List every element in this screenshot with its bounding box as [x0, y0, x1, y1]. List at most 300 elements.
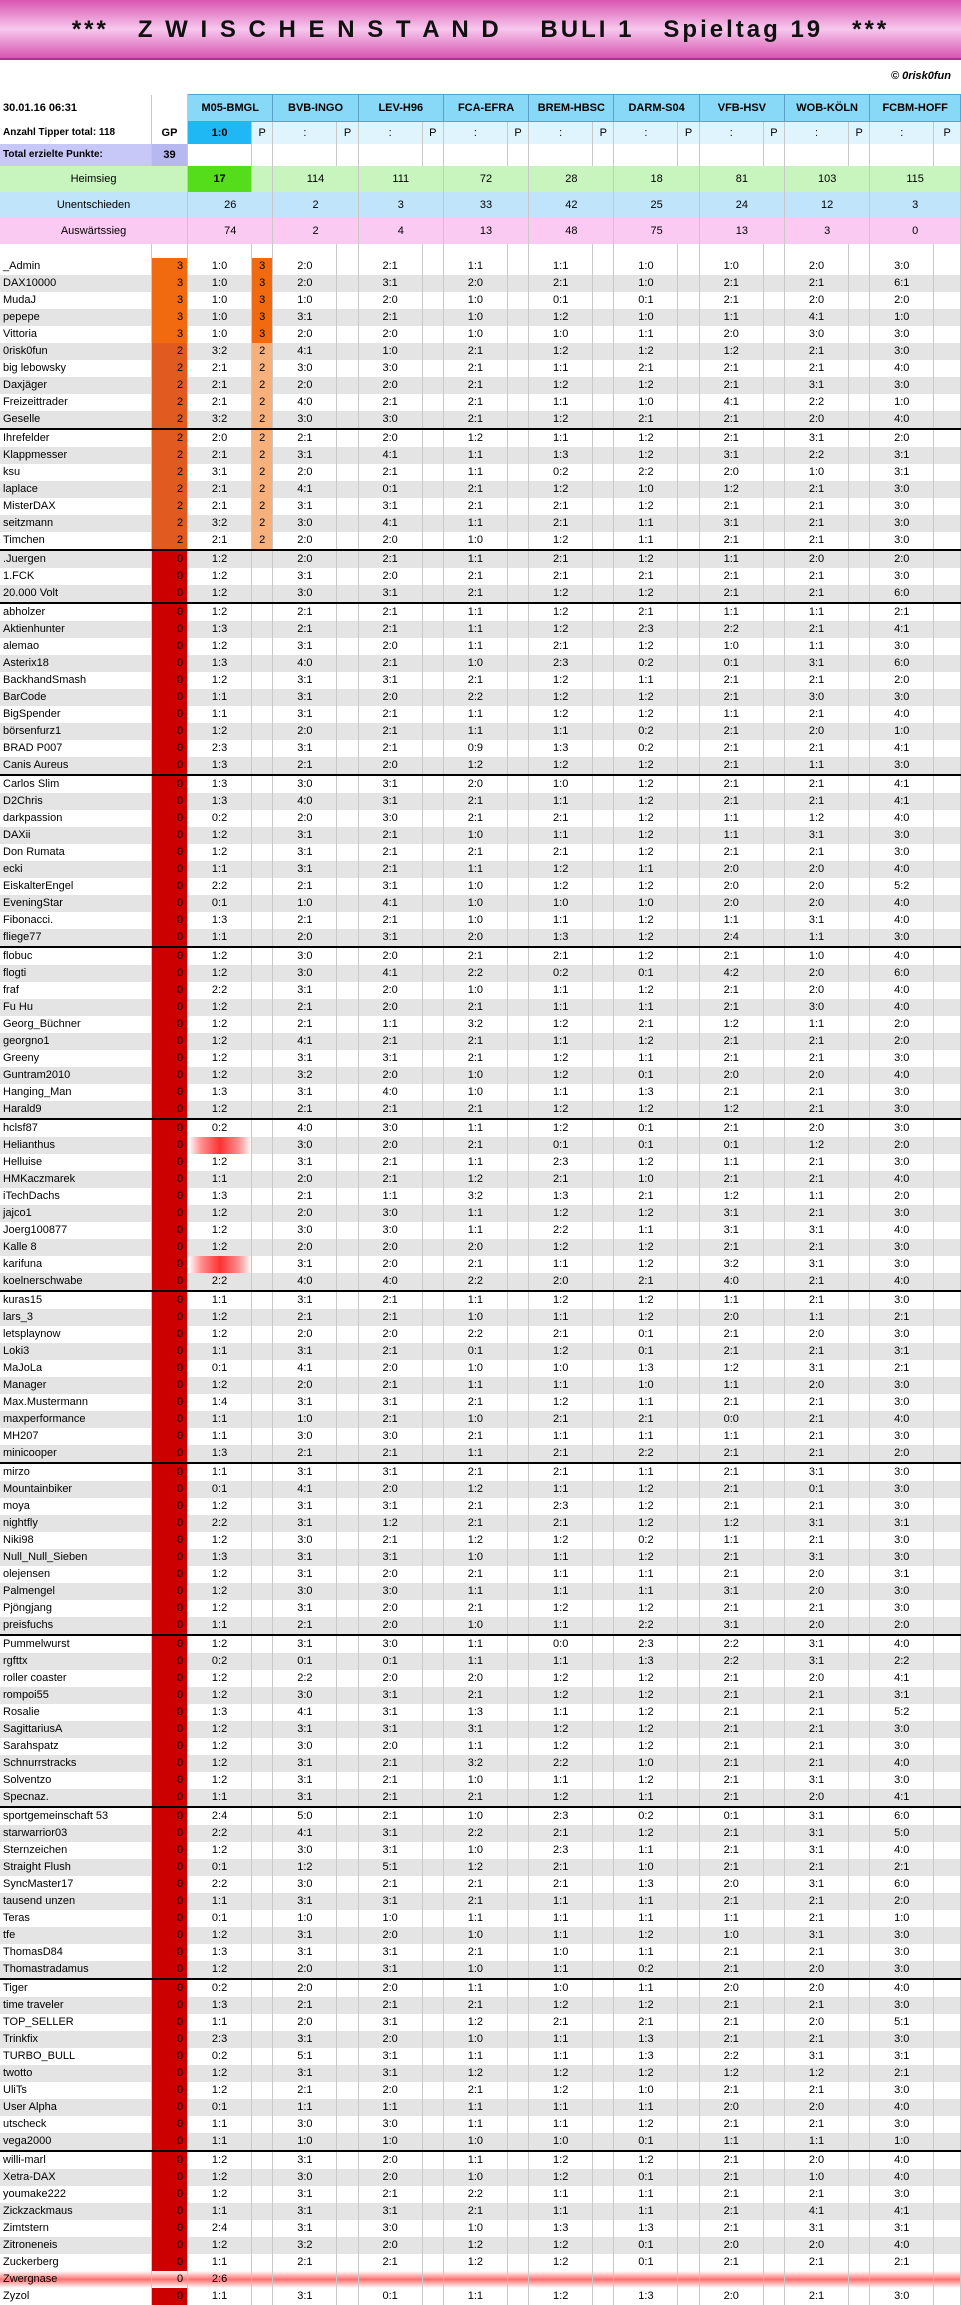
player-tip: 3:0: [870, 258, 934, 275]
player-points: [337, 1515, 358, 1532]
player-tip: 3:1: [358, 1463, 422, 1481]
player-points: [848, 757, 869, 775]
player-gp: 0: [151, 844, 187, 861]
player-name: alemao: [0, 638, 151, 655]
player-points: [422, 1137, 443, 1154]
player-tip: 1:1: [614, 515, 678, 532]
player-points: [763, 1188, 784, 1205]
tipp-table: [0, 94, 961, 2305]
player-points: [337, 1428, 358, 1445]
stat-value: 4: [358, 218, 443, 244]
player-points: [507, 1256, 528, 1273]
empty-cell: [337, 144, 358, 166]
player-tip: 3:0: [358, 1205, 422, 1222]
table-row: [0, 965, 961, 982]
player-points: [763, 309, 784, 326]
player-tip: 2:2: [188, 878, 252, 895]
player-tip: 2:0: [358, 568, 422, 585]
player-points: [337, 1910, 358, 1927]
player-points: [252, 1343, 273, 1360]
match-result: :: [273, 122, 337, 145]
player-points: [848, 844, 869, 861]
player-tip: 4:1: [870, 775, 934, 793]
player-points: [337, 585, 358, 603]
player-points: [507, 1789, 528, 1807]
player-tip: 2:1: [870, 603, 934, 621]
table-row: [0, 2169, 961, 2186]
player-points: [507, 568, 528, 585]
player-points: [593, 740, 614, 757]
player-points: [678, 2186, 699, 2203]
player-points: [678, 1377, 699, 1394]
player-tip: 2:2: [699, 621, 763, 638]
table-row: [0, 1050, 961, 1067]
player-points: [678, 723, 699, 740]
player-tip: 1:2: [188, 1670, 252, 1687]
player-tip: 1:1: [188, 1171, 252, 1188]
player-tip: 2:0: [785, 258, 849, 275]
player-tip: 1:0: [443, 1411, 507, 1428]
player-tip: 2:1: [273, 1309, 337, 1326]
player-name: kuras15: [0, 1291, 151, 1309]
player-points: [678, 2237, 699, 2254]
match-result: :: [443, 122, 507, 145]
player-tip: 1:1: [443, 2151, 507, 2169]
player-points: [848, 723, 869, 740]
table-row: [0, 1670, 961, 1687]
player-tip: 1:3: [188, 1944, 252, 1961]
player-points: [763, 326, 784, 343]
player-name: Sarahspatz: [0, 1738, 151, 1755]
player-points: [252, 1326, 273, 1343]
player-tip: 4:0: [870, 895, 934, 912]
player-points: [252, 1859, 273, 1876]
player-tip: 1:1: [443, 1205, 507, 1222]
player-tip: 2:1: [273, 1617, 337, 1635]
player-points: [593, 1360, 614, 1377]
player-points: [678, 1549, 699, 1566]
player-points: [593, 1910, 614, 1927]
player-tip: 1:2: [529, 1291, 593, 1309]
player-points: [848, 1411, 869, 1428]
player-points: [593, 965, 614, 982]
player-tip: 1:2: [443, 2237, 507, 2254]
player-tip: 1:2: [188, 1566, 252, 1583]
player-points: [763, 672, 784, 689]
player-tip: 1:1: [188, 2014, 252, 2031]
player-tip: 1:2: [614, 1515, 678, 1532]
table-row: [0, 1566, 961, 1583]
stat-value: 103: [785, 166, 870, 192]
player-points: [593, 1411, 614, 1428]
player-tip: 5:2: [870, 878, 934, 895]
player-tip: 3:0: [273, 1222, 337, 1239]
player-tip: 3:0: [273, 775, 337, 793]
player-gp: 0: [151, 1291, 187, 1309]
player-points: [934, 672, 961, 689]
player-points: [763, 912, 784, 929]
player-points: [763, 550, 784, 568]
header-datetime: 30.01.16 06:31: [0, 95, 151, 122]
player-points: [678, 2220, 699, 2237]
player-points: [507, 621, 528, 638]
player-tip: 2:1: [273, 603, 337, 621]
player-tip: 1:2: [614, 1927, 678, 1944]
player-tip: 2:1: [785, 481, 849, 498]
player-points: [422, 2220, 443, 2237]
player-tip: 2:1: [443, 999, 507, 1016]
player-tip: 0:1: [358, 2288, 422, 2305]
player-points: [507, 1481, 528, 1498]
player-gp: 0: [151, 1481, 187, 1498]
player-tip: 2:1: [358, 655, 422, 672]
player-tip: 2:0: [358, 1137, 422, 1154]
player-tip: 1:2: [529, 1532, 593, 1549]
player-points: [763, 965, 784, 982]
player-tip: 1:2: [443, 1532, 507, 1549]
player-tip: 1:1: [529, 258, 593, 275]
player-tip: 3:1: [699, 1205, 763, 1222]
player-tip: 1:2: [188, 1377, 252, 1394]
player-points: [763, 689, 784, 706]
player-gp: 2: [151, 343, 187, 360]
player-points: [593, 275, 614, 292]
player-points: [763, 1067, 784, 1084]
player-tip: 2:1: [358, 844, 422, 861]
player-points: [763, 343, 784, 360]
player-tip: 1:2: [614, 1154, 678, 1171]
player-points: [507, 929, 528, 947]
player-name: georgno1: [0, 1033, 151, 1050]
player-points: [678, 1789, 699, 1807]
player-points: [507, 2031, 528, 2048]
player-tip: 1:2: [529, 2237, 593, 2254]
player-points: [934, 603, 961, 621]
player-points: [934, 2133, 961, 2151]
player-points: [507, 1067, 528, 1084]
player-tip: 2:4: [188, 2220, 252, 2237]
player-tip: 1:1: [785, 603, 849, 621]
player-tip: 4:0: [870, 706, 934, 723]
player-tip: 3:0: [870, 1291, 934, 1309]
table-row: [0, 947, 961, 965]
player-points: [848, 1360, 869, 1377]
player-points: [848, 2031, 869, 2048]
player-tip: 1:2: [614, 757, 678, 775]
player-points: [337, 411, 358, 429]
player-tip: 1:2: [614, 1738, 678, 1755]
player-tip: 1:3: [188, 793, 252, 810]
player-tip: 3:1: [273, 2203, 337, 2220]
player-tip: 1:3: [614, 2220, 678, 2237]
stat-value: 2: [273, 218, 358, 244]
player-tip: 4:1: [785, 309, 849, 326]
player-points: [252, 1927, 273, 1944]
player-points: [422, 2271, 443, 2288]
table-row: [0, 1154, 961, 1171]
player-points: [252, 1807, 273, 1825]
player-tip: 1:0: [614, 481, 678, 498]
player-points: [252, 1670, 273, 1687]
player-points: [422, 2237, 443, 2254]
player-points: [252, 585, 273, 603]
player-tip: 1:0: [188, 258, 252, 275]
player-tip: 1:2: [188, 585, 252, 603]
player-points: [507, 810, 528, 827]
player-points: [593, 1515, 614, 1532]
player-tip: 3:0: [273, 1687, 337, 1704]
player-points: [848, 1859, 869, 1876]
player-points: [593, 309, 614, 326]
player-points: [422, 1600, 443, 1617]
table-row: [0, 1273, 961, 1291]
player-tip: 2:0: [699, 1979, 763, 1997]
player-tip: 0:2: [188, 1653, 252, 1670]
player-points: [934, 515, 961, 532]
player-tip: 1:0: [443, 1807, 507, 1825]
player-points: [422, 2048, 443, 2065]
player-tip: 2:1: [529, 1411, 593, 1428]
player-tip: 3:0: [358, 1119, 422, 1137]
player-tip: 1:1: [529, 1927, 593, 1944]
player-tip: 1:1: [443, 638, 507, 655]
player-tip: 1:0: [443, 532, 507, 550]
player-tip: 4:0: [870, 810, 934, 827]
player-points: [678, 2065, 699, 2082]
player-points: [337, 878, 358, 895]
stat-value: 2: [273, 192, 358, 218]
player-points: [678, 947, 699, 965]
player-points: [763, 1617, 784, 1635]
table-row: [0, 464, 961, 481]
player-tip: 1:2: [614, 1309, 678, 1326]
player-tip: 2:1: [785, 1084, 849, 1101]
player-tip: 1:1: [529, 1704, 593, 1721]
player-name: youmake222: [0, 2186, 151, 2203]
player-points: [252, 1309, 273, 1326]
player-points: [678, 377, 699, 394]
player-tip: 1:2: [614, 1997, 678, 2014]
player-points: [252, 844, 273, 861]
player-points: [422, 1789, 443, 1807]
player-tip: 3:1: [699, 1617, 763, 1635]
player-tip: 2:1: [614, 1411, 678, 1428]
player-points: [678, 2082, 699, 2099]
player-tip: 2:1: [443, 2082, 507, 2099]
player-points: [593, 1979, 614, 1997]
player-tip: 1:2: [614, 1498, 678, 1515]
player-points: [848, 1291, 869, 1309]
player-tip: 1:2: [529, 1738, 593, 1755]
player-tip: 4:0: [870, 999, 934, 1016]
player-tip: 4:0: [870, 947, 934, 965]
player-points: [848, 1154, 869, 1171]
player-tip: 1:1: [529, 394, 593, 411]
player-tip: 1:0: [358, 1910, 422, 1927]
player-tip: 0:1: [699, 1807, 763, 1825]
table-row: [0, 411, 961, 429]
player-tip: 3:0: [870, 1549, 934, 1566]
player-tip: 1:1: [443, 1445, 507, 1463]
player-points: [934, 1893, 961, 1910]
table-row: [0, 550, 961, 568]
player-points: [848, 1893, 869, 1910]
player-gp: 0: [151, 2031, 187, 2048]
player-points: [848, 1137, 869, 1154]
player-tip: 2:4: [699, 929, 763, 947]
player-points: [337, 1927, 358, 1944]
player-points: [593, 672, 614, 689]
player-tip: 2:1: [443, 1515, 507, 1532]
player-tip: 2:2: [699, 1635, 763, 1653]
player-name: Zuckerberg: [0, 2254, 151, 2271]
player-tip: 2:1: [529, 498, 593, 515]
table-row: [0, 1326, 961, 1343]
player-points: [763, 2014, 784, 2031]
player-tip: 3:1: [273, 1498, 337, 1515]
player-tip: 0:1: [614, 292, 678, 309]
player-points: [934, 532, 961, 550]
table-row: [0, 585, 961, 603]
player-tip: 1:0: [614, 895, 678, 912]
player-points: [507, 1944, 528, 1961]
player-points: [678, 585, 699, 603]
player-tip: 1:2: [614, 1687, 678, 1704]
player-tip: 2:0: [273, 326, 337, 343]
player-points: [593, 447, 614, 464]
player-points: [507, 1498, 528, 1515]
player-points: [934, 999, 961, 1016]
player-points: [422, 1893, 443, 1910]
player-points: [507, 2065, 528, 2082]
player-tip: 3:0: [870, 1377, 934, 1394]
player-points: [763, 1893, 784, 1910]
player-tip: 0:0: [699, 1411, 763, 1428]
player-name: lars_3: [0, 1309, 151, 1326]
player-points: [422, 2082, 443, 2099]
player-tip: 1:1: [358, 2099, 422, 2116]
player-tip: 4:0: [358, 1084, 422, 1101]
player-tip: 3:1: [273, 706, 337, 723]
player-tip: 3:1: [785, 1549, 849, 1566]
player-tip: 2:1: [443, 1394, 507, 1411]
match-result: :: [870, 122, 934, 145]
player-tip: 2:1: [785, 343, 849, 360]
player-tip: 1:1: [614, 2203, 678, 2220]
player-tip: [614, 2271, 678, 2288]
player-tip: 1:1: [273, 2099, 337, 2116]
player-tip: 2:0: [443, 775, 507, 793]
table-row: [0, 1927, 961, 1944]
player-tip: 1:0: [614, 275, 678, 292]
player-tip: 3:0: [273, 1137, 337, 1154]
player-points: [252, 1033, 273, 1050]
player-points: [763, 1997, 784, 2014]
player-points: [848, 394, 869, 411]
player-tip: 2:0: [785, 292, 849, 309]
player-points: [593, 1772, 614, 1789]
player-points: [678, 844, 699, 861]
player-tip: 3:1: [785, 912, 849, 929]
player-tip: 1:1: [529, 2186, 593, 2203]
player-points: [507, 1600, 528, 1617]
player-points: [848, 1755, 869, 1772]
player-tip: 1:1: [614, 1979, 678, 1997]
stat-pad: [252, 166, 273, 192]
player-tip: 2:2: [870, 1653, 934, 1670]
player-tip: 2:0: [273, 1377, 337, 1394]
player-tip: 1:0: [443, 1617, 507, 1635]
player-tip: 1:2: [443, 1859, 507, 1876]
player-points: [507, 1583, 528, 1600]
player-tip: 3:1: [699, 1583, 763, 1600]
player-tip: 2:1: [699, 1738, 763, 1755]
table-row: [0, 568, 961, 585]
player-tip: 2:1: [785, 1859, 849, 1876]
player-points: [678, 1084, 699, 1101]
player-tip: 3:2: [443, 1188, 507, 1205]
player-points: [337, 740, 358, 757]
player-points: [422, 1239, 443, 1256]
player-points: [422, 394, 443, 411]
player-tip: 2:0: [273, 532, 337, 550]
player-tip: 5:1: [870, 2014, 934, 2031]
player-tip: 2:1: [529, 1445, 593, 1463]
player-name: Xetra-DAX: [0, 2169, 151, 2186]
player-tip: 1:1: [188, 1411, 252, 1428]
player-tip: 1:0: [443, 1549, 507, 1566]
player-points: [848, 2220, 869, 2237]
player-tip: 2:1: [699, 1445, 763, 1463]
player-name: Aktienhunter: [0, 621, 151, 638]
player-tip: 0:1: [358, 1653, 422, 1670]
player-tip: 3:1: [358, 1549, 422, 1566]
player-points: [763, 706, 784, 723]
player-points: [507, 603, 528, 621]
player-tip: 3:1: [785, 1807, 849, 1825]
player-tip: 1:2: [188, 1050, 252, 1067]
player-points: [678, 1222, 699, 1239]
player-tip: 1:3: [188, 912, 252, 929]
player-tip: 1:2: [188, 1154, 252, 1171]
player-gp: 0: [151, 1670, 187, 1687]
player-points: [848, 481, 869, 498]
player-points: [678, 275, 699, 292]
player-points: [934, 1033, 961, 1050]
player-points: [337, 1961, 358, 1979]
player-tip: 3:1: [273, 1944, 337, 1961]
player-tip: 1:2: [188, 672, 252, 689]
player-points: [252, 2288, 273, 2305]
player-name: Schnurrstracks: [0, 1755, 151, 1772]
player-tip: 2:0: [273, 723, 337, 740]
player-points: [422, 1481, 443, 1498]
player-points: [678, 2031, 699, 2048]
player-points: [763, 532, 784, 550]
player-gp: 0: [151, 2151, 187, 2169]
player-points: [593, 1239, 614, 1256]
player-points: [763, 1154, 784, 1171]
player-tip: 2:1: [870, 2254, 934, 2271]
player-points: [934, 1481, 961, 1498]
player-points: [848, 793, 869, 810]
player-points: [678, 1515, 699, 1532]
player-tip: 2:2: [188, 1515, 252, 1532]
player-points: [337, 1979, 358, 1997]
player-points: [763, 793, 784, 810]
player-tip: 3:2: [188, 411, 252, 429]
player-tip: 2:0: [785, 878, 849, 895]
